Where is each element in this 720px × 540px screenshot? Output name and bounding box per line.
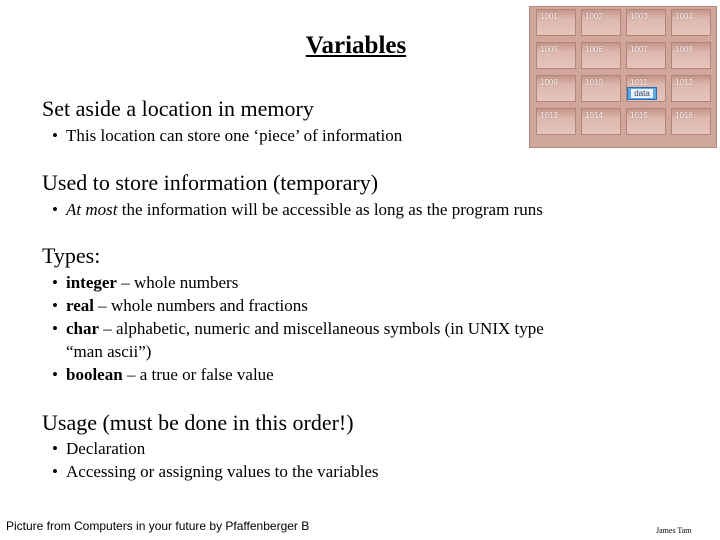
mailbox-cell [626,9,666,36]
mailbox-cell [581,42,621,69]
mailbox-cell [671,75,711,102]
mailbox-cell-label: 1005 [540,45,558,54]
mailbox-cell-label: 1015 [630,111,648,120]
mailbox-cell-label: 1004 [675,12,693,21]
mailbox-cell-label: 1013 [540,111,558,120]
emphasis-text: At most [66,200,118,219]
slide-title: Variables [305,32,407,59]
type-term: integer [66,273,117,292]
mailbox-cell-label: 1007 [630,45,648,54]
bullet-item [52,198,632,221]
mailbox-cell-label: 1006 [585,45,603,54]
mailbox-cell-label: 1008 [675,45,693,54]
heading-memory-location: Set aside a location in memory [42,96,314,121]
type-item-char [52,317,632,363]
heading-store-information: Used to store information (temporary) [42,170,379,195]
mailbox-cell [581,75,621,102]
bullets-types [52,271,632,386]
mailbox-cell [671,108,711,135]
type-desc: – whole numbers [116,273,239,292]
type-desc: – a true or false value [122,365,274,384]
bullet-item: • Declaration [52,437,632,460]
mailbox-cell-label: 1014 [585,111,603,120]
mailbox-cell-label: 1016 [675,111,693,120]
mailbox-cell [671,9,711,36]
mailbox-cell [626,42,666,69]
mailbox-cell-label: 1011 [630,78,648,87]
type-term: char [66,319,100,338]
bullets-memory-location [52,124,632,147]
mailbox-cell-label: 1009 [540,78,558,87]
mailbox-cell-label: 1002 [585,12,603,21]
heading-usage: Usage (must be done in this order!) [42,410,354,435]
mailbox-cell [536,42,576,69]
data-tag: data [627,87,657,100]
mailbox-cell [626,108,666,135]
picture-credit: Picture from Computers in your future by Pfaffenberger B [6,519,310,533]
bullets-usage [52,437,632,483]
author-signature: James Tam [656,526,692,535]
type-desc: – whole numbers and fractions [94,296,308,315]
type-term: real [66,296,95,315]
type-desc: – alphabetic, numeric and miscellaneous symbols (in UNIX type [99,319,544,338]
mailbox-cell [536,75,576,102]
mailbox-cell-label: 1003 [630,12,648,21]
mailbox-cell [671,42,711,69]
bullet-text: the information will be accessible as long as the program runs [117,200,543,219]
type-item-integer [52,271,632,294]
mailbox-cell-label: 1012 [675,78,693,87]
bullet-item: • Accessing or assigning values to the variables [52,460,632,483]
mailbox-cell-label: 1010 [585,78,603,87]
heading-types: Types: [42,243,101,268]
type-item-real [52,294,632,317]
mailbox-cell [581,9,621,36]
type-item-boolean [52,363,632,386]
mailbox-cell [536,9,576,36]
bullet-item: • This location can store one ‘piece’ of information [52,124,632,147]
type-term: boolean [66,365,123,384]
mailbox-cell-label: 1001 [540,12,558,21]
type-desc-continued: “man ascii”) [66,342,152,361]
bullets-store-information [52,198,632,221]
